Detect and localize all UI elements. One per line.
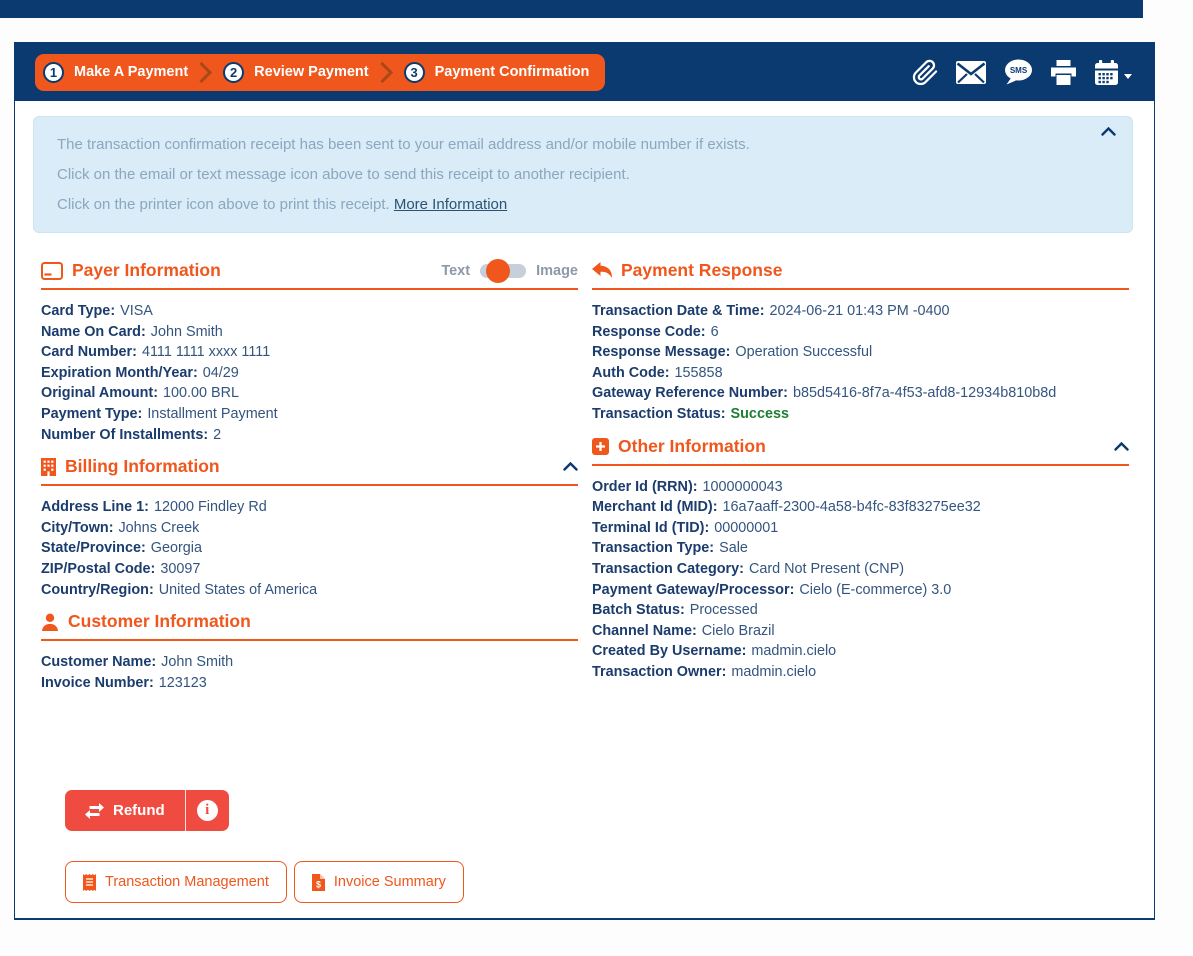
step-label: Payment Confirmation <box>434 64 590 80</box>
step-label: Review Payment <box>254 64 369 80</box>
sms-icon[interactable] <box>1003 59 1033 85</box>
action-buttons-area <box>41 704 578 903</box>
field-row: State/Province : Georgia <box>41 538 578 559</box>
secondary-buttons-row <box>65 861 578 903</box>
field-row: Transaction Owner : madmin.cielo <box>592 662 1129 683</box>
stepper-chevron-icon <box>191 61 212 82</box>
field-row: Original Amount : 100.00 BRL <box>41 383 578 404</box>
field-row: Transaction Category : Card Not Present (CNP) <box>592 559 1129 580</box>
credit-card-icon <box>41 262 63 280</box>
email-icon[interactable] <box>956 61 986 84</box>
invoice-dollar-icon <box>312 874 325 891</box>
refund-button[interactable]: Refund <box>65 790 185 831</box>
payer-fields <box>41 301 578 445</box>
plus-square-icon <box>592 438 609 455</box>
field-row: Card Type : VISA <box>41 301 578 322</box>
toggle-switch[interactable] <box>480 264 526 278</box>
step-number-badge: 1 <box>43 62 64 83</box>
field-row: Name On Card : John Smith <box>41 322 578 343</box>
details-content <box>15 233 1154 903</box>
field-row: Response Code : 6 <box>592 322 1129 343</box>
field-row: Transaction Date & Time : 2024-06-21 01:43 PM -0400 <box>592 301 1129 322</box>
field-row: Expiration Month/Year : 04/29 <box>41 363 578 384</box>
exchange-arrows-icon <box>85 803 104 819</box>
payment-response-title: Payment Response <box>592 260 782 281</box>
alert-collapse-chevron-up-icon[interactable] <box>1101 127 1116 136</box>
payment-confirmation-panel <box>14 42 1155 920</box>
field-row: Merchant Id (MID) : 16a7aaff-2300-4a58-b4fc-83f83275ee32 <box>592 497 1129 518</box>
other-information-title: Other Information <box>592 436 766 457</box>
field-row: Created By Username : madmin.cielo <box>592 641 1129 662</box>
stepper-step[interactable] <box>43 62 188 83</box>
alert-line: Click on the email or text message icon above to send this receipt to another recipient. <box>57 166 630 183</box>
step-number-badge: 2 <box>223 62 244 83</box>
field-row: Transaction Status : Success <box>592 404 1129 425</box>
print-icon[interactable] <box>1050 60 1077 85</box>
receipt-toolbar <box>912 59 1132 86</box>
left-column <box>41 260 578 903</box>
customer-information-section <box>41 611 578 693</box>
stepper-step[interactable] <box>223 62 368 83</box>
svg-text:$: $ <box>315 879 321 890</box>
field-row: Channel Name : Cielo Brazil <box>592 621 1129 642</box>
payer-information-title: Payer Information <box>41 260 221 281</box>
other-information-section <box>592 436 1129 683</box>
field-row: Response Message : Operation Successful <box>592 342 1129 363</box>
reply-arrow-icon <box>592 262 612 279</box>
field-row: Card Number : 4111 1111 xxxx 1111 <box>41 342 578 363</box>
stepper <box>35 54 605 91</box>
building-icon <box>41 458 56 476</box>
field-row: Country/Region : United States of America <box>41 580 578 601</box>
more-information-link[interactable]: More Information <box>393 196 508 213</box>
billing-collapse-chevron-up-icon[interactable] <box>563 462 578 471</box>
field-row: City/Town : Johns Creek <box>41 518 578 539</box>
stepper-step[interactable] <box>404 62 590 83</box>
field-row: Order Id (RRN) : 1000000043 <box>592 477 1129 498</box>
billing-information-title: Billing Information <box>41 456 220 477</box>
customer-fields <box>41 652 578 693</box>
receipt-icon <box>83 874 96 891</box>
svg-text:SMS: SMS <box>1009 66 1028 75</box>
field-row: Address Line 1 : 12000 Findley Rd <box>41 497 578 518</box>
field-row: Terminal Id (TID) : 00000001 <box>592 518 1129 539</box>
field-row: Customer Name : John Smith <box>41 652 578 673</box>
step-label: Make A Payment <box>74 64 189 80</box>
calendar-icon[interactable] <box>1094 60 1132 85</box>
text-image-toggle[interactable] <box>441 263 578 279</box>
right-column <box>592 260 1129 694</box>
toggle-image-label: Image <box>536 262 578 279</box>
customer-information-title: Customer Information <box>41 611 251 632</box>
refund-button-group <box>65 790 229 831</box>
field-row: Auth Code : 155858 <box>592 363 1129 384</box>
billing-information-section <box>41 456 578 600</box>
field-row: Payment Gateway/Processor : Cielo (E-commerce) 3.0 <box>592 580 1129 601</box>
alert-line: Click on the printer icon above to print this receipt. More Information <box>57 196 508 213</box>
receipt-info-alert <box>33 116 1133 233</box>
other-collapse-chevron-up-icon[interactable] <box>1114 442 1129 451</box>
toggle-knob <box>486 259 510 283</box>
field-row: Transaction Type : Sale <box>592 538 1129 559</box>
invoice-summary-button[interactable]: $ Invoice Summary <box>294 861 464 903</box>
user-icon <box>41 613 59 631</box>
billing-fields <box>41 497 578 600</box>
caret-down-icon <box>1124 74 1132 79</box>
payment-response-fields <box>592 301 1129 425</box>
attachment-icon[interactable] <box>912 59 939 86</box>
field-row: Number Of Installments : 2 <box>41 425 578 446</box>
other-information-fields <box>592 477 1129 683</box>
payment-response-section <box>592 260 1129 425</box>
field-row: Gateway Reference Number : b85d5416-8f7a-4f53-afd8-12934b810b8d <box>592 383 1129 404</box>
field-row: ZIP/Postal Code : 30097 <box>41 559 578 580</box>
step-number-badge: 3 <box>404 62 425 83</box>
field-row: Payment Type : Installment Payment <box>41 404 578 425</box>
toggle-text-label: Text <box>441 262 471 279</box>
refund-info-button[interactable] <box>186 790 229 831</box>
stepper-chevron-icon <box>372 61 393 82</box>
alert-line: The transaction confirmation receipt has been sent to your email address and/or mobile number if exists. <box>57 136 750 153</box>
top-navbar <box>0 0 1143 18</box>
payer-information-section <box>41 260 578 445</box>
info-icon: i <box>197 800 218 821</box>
panel-header <box>15 43 1154 101</box>
field-row: Batch Status : Processed <box>592 600 1129 621</box>
transaction-management-button[interactable]: Transaction Management <box>65 861 287 903</box>
field-row: Invoice Number : 123123 <box>41 673 578 694</box>
